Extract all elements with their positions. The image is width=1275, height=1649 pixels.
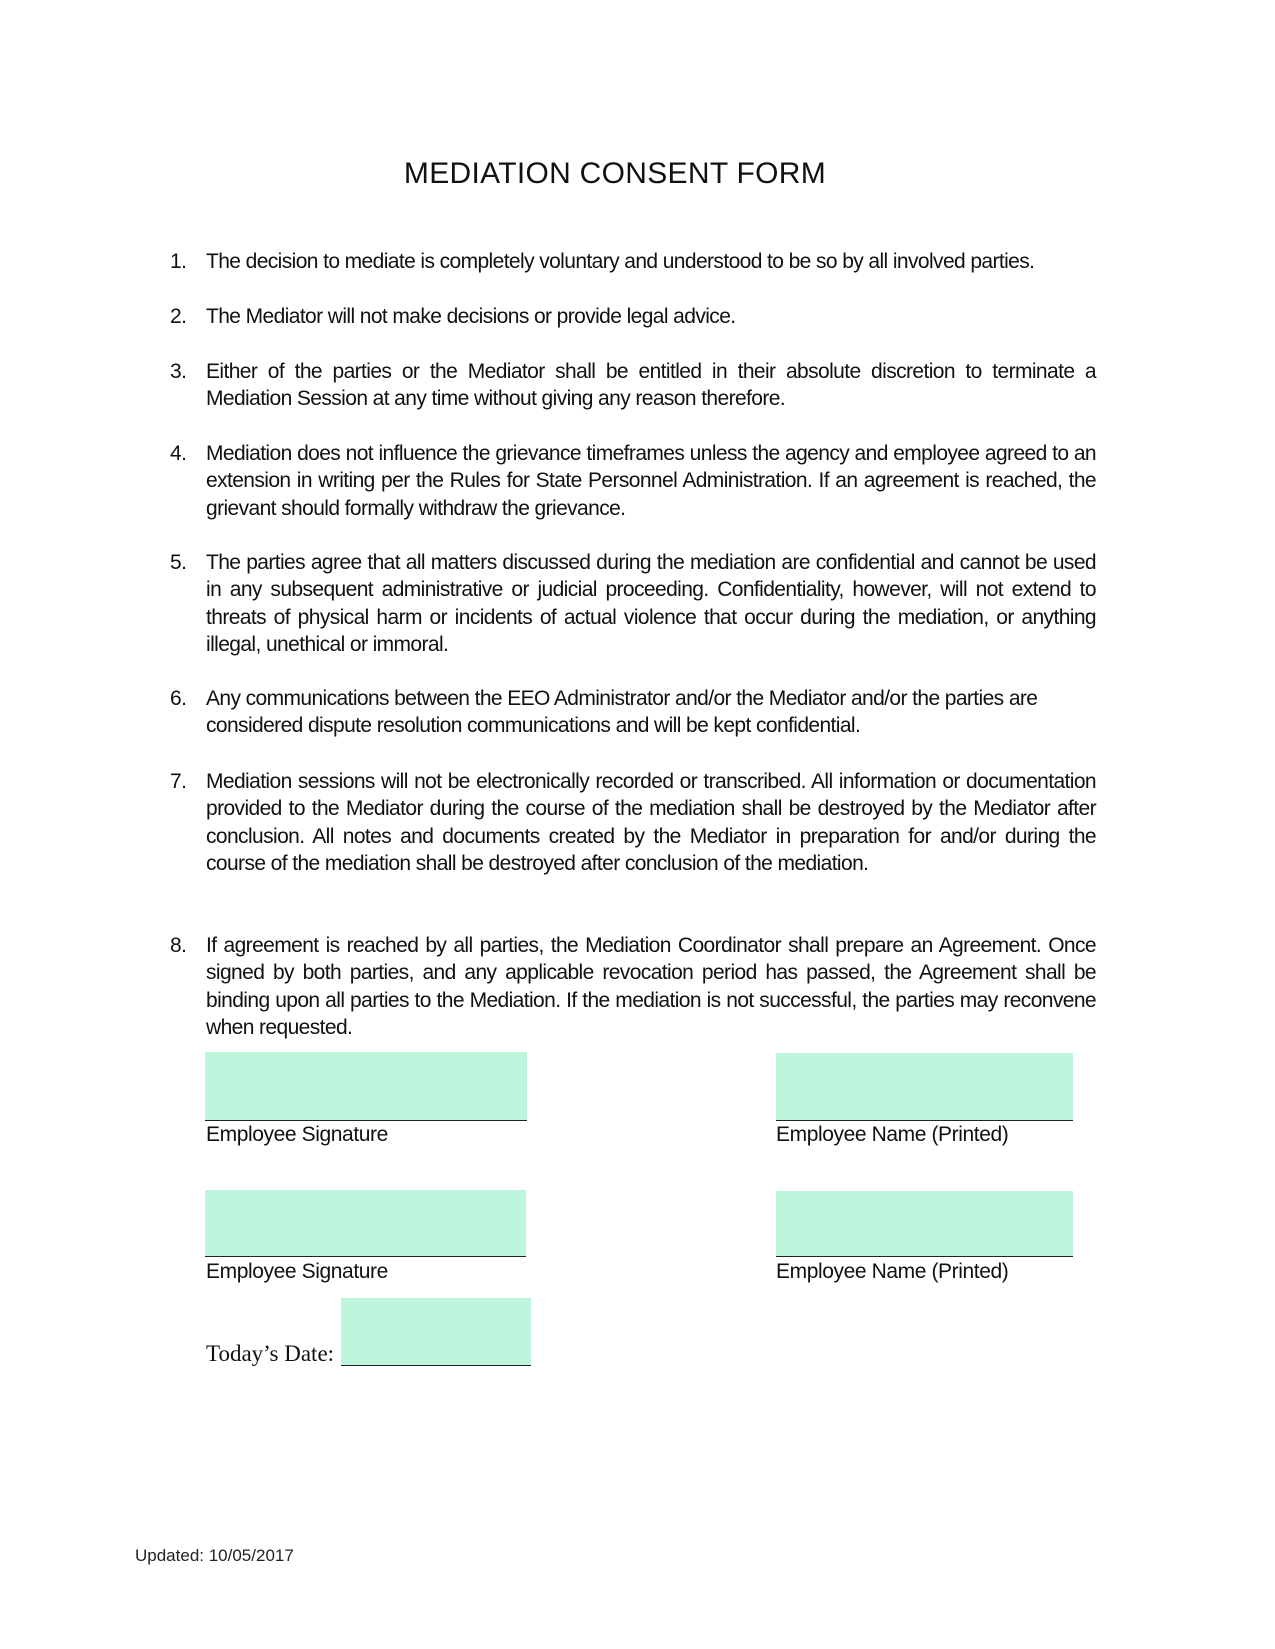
employee-name-field-2[interactable] xyxy=(776,1191,1073,1257)
item-text: Either of the parties or the Mediator shall be entitled in their absolute discretion to terminate a Mediation Session at any time without giving any reason therefore. xyxy=(206,360,1096,411)
updated-footer: Updated: 10/05/2017 xyxy=(135,1546,294,1565)
item-text: The parties agree that all matters discussed during the mediation are confidential and cannot be used in any subsequent administrative or judicial proceeding. Confidentiality, however, will not extend to threats of physical harm or incidents of actual violence that occur during the mediation, or anything illegal, unethical or immoral. xyxy=(206,551,1096,657)
item-text: Mediation sessions will not be electronically recorded or transcribed. All information or documentation provided to the Mediator during the course of the mediation shall be destroyed by the Mediator after conclusion. All notes and documents created by the Mediator in preparation for and/or during the course of the mediation shall be destroyed after conclusion of the mediation. xyxy=(206,770,1096,876)
employee-signature-label-2: Employee Signature xyxy=(206,1260,388,1283)
list-item xyxy=(170,549,1096,659)
date-label: Today’s Date: xyxy=(206,1341,335,1366)
list-item xyxy=(170,768,1096,878)
list-item xyxy=(170,303,1096,330)
employee-name-label-1: Employee Name (Printed) xyxy=(776,1123,1009,1146)
employee-signature-label-1: Employee Signature xyxy=(206,1123,388,1146)
date-field[interactable] xyxy=(341,1298,531,1366)
item-number: 8. xyxy=(170,934,187,957)
list-item xyxy=(170,358,1096,413)
page-title: MEDIATION CONSENT FORM xyxy=(403,157,827,190)
employee-signature-field-1[interactable] xyxy=(205,1052,527,1121)
item-number: 4. xyxy=(170,442,187,465)
item-text: Mediation does not influence the grievance timeframes unless the agency and employee agreed to an extension in writing per the Rules for State Personnel Administration. If an agreement is reached, the grievant should formally withdraw the grievance. xyxy=(206,442,1096,520)
item-number: 1. xyxy=(170,250,187,273)
item-number: 7. xyxy=(170,770,187,793)
item-text: The Mediator will not make decisions or provide legal advice. xyxy=(206,305,736,328)
employee-name-field-1[interactable] xyxy=(776,1053,1073,1121)
employee-signature-field-2[interactable] xyxy=(205,1190,526,1257)
item-text: Any communications between the EEO Administrator and/or the Mediator and/or the parties are considered dispute resolution communications and will be kept confidential. xyxy=(206,687,1038,738)
item-number: 5. xyxy=(170,551,187,574)
item-number: 3. xyxy=(170,360,187,383)
list-item xyxy=(170,685,1096,740)
item-number: 2. xyxy=(170,305,187,328)
item-number: 6. xyxy=(170,687,187,710)
employee-name-label-2: Employee Name (Printed) xyxy=(776,1260,1009,1283)
list-item xyxy=(170,440,1096,522)
list-item xyxy=(170,932,1096,1042)
item-text: If agreement is reached by all parties, the Mediation Coordinator shall prepare an Agreement. Once signed by both parties, and any applicable revocation period has passed, the Agreement shall be binding upon all parties to the Mediation. If the mediation is not successful, the parties may reconvene when requested. xyxy=(206,934,1096,1040)
item-text: The decision to mediate is completely voluntary and understood to be so by all involved parties. xyxy=(206,250,1035,273)
list-item xyxy=(170,248,1096,275)
